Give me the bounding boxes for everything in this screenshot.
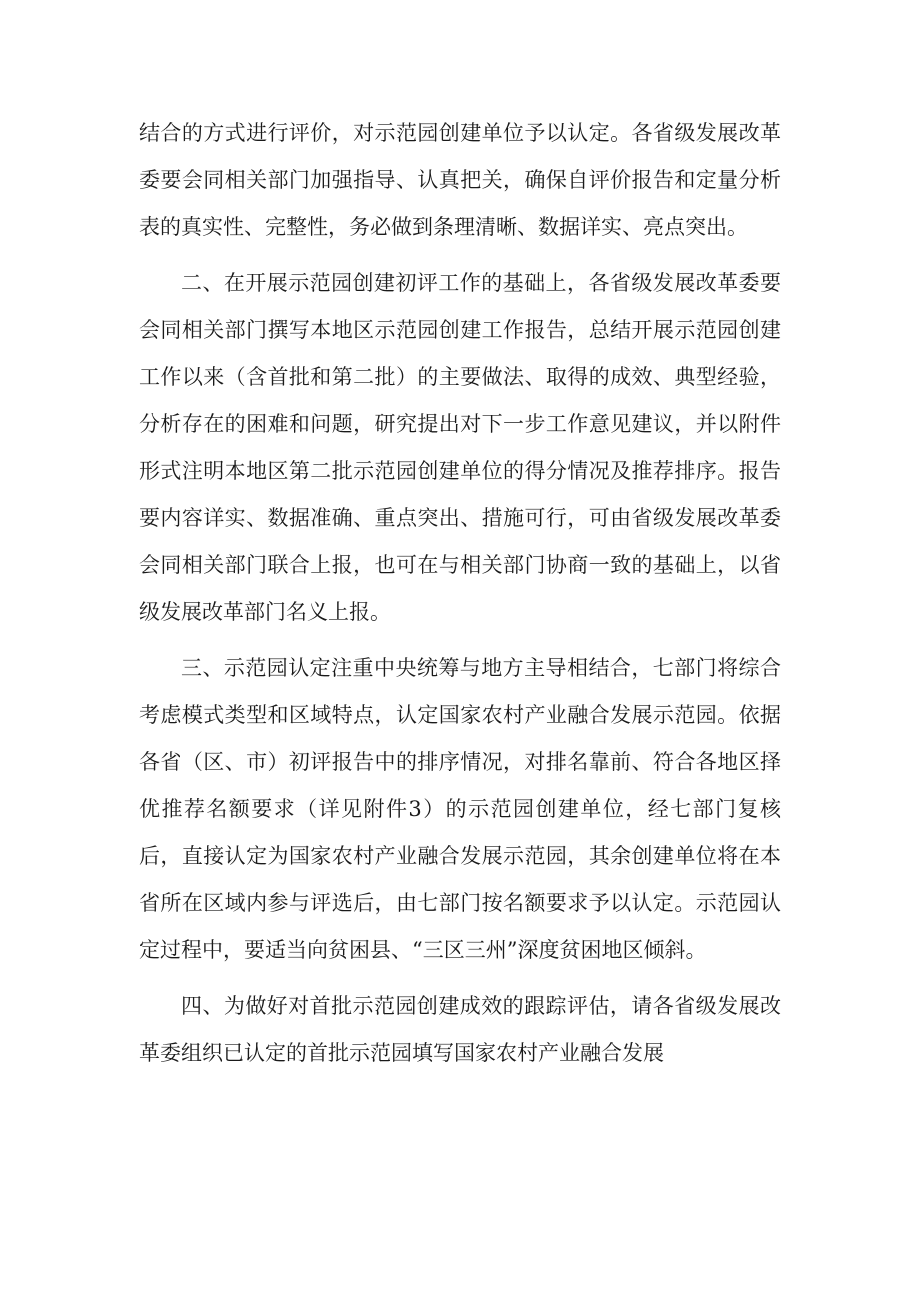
paragraph-item-2: 二、在开展示范园创建初评工作的基础上，各省级发展改革委要会同相关部门撰写本地区示范园创建工作报告，总结开展示范园创建工作以来（含首批和第二批）的主要做法、取得的成效、典型经验，分析存在的困难和问题，研究提出对下一步工作意见建议，并以附件形式注明本地区第二批示范园创建单位的得分情况及推荐排序。报告要内容详实、数据准确、重点突出、措施可行，可由省级发展改革委会同相关部门联合上报，也可在与相关部门协商一致的基础上，以省级发展改革部门名义上报。 (139, 271, 781, 624)
document-body (139, 110, 781, 1086)
paragraph-continued: 结合的方式进行评价，对示范园创建单位予以认定。各省级发展改革委要会同相关部门加强指导、认真把关，确保自评价报告和定量分析表的真实性、完整性，务必做到条理清晰、数据详实、亮点突出。 (139, 121, 781, 239)
paragraph-item-3: 三、示范园认定注重中央统筹与地方主导相结合，七部门将综合考虑模式类型和区域特点，认定国家农村产业融合发展示范园。依据各省（区、市）初评报告中的排序情况，对排名靠前、符合各地区择优推荐名额要求（详见附件3）的示范园创建单位，经七部门复核后，直接认定为国家农村产业融合发展示范园，其余创建单位将在本省所在区域内参与评选后，由七部门按名额要求予以认定。示范园认定过程中，要适当向贫困县、“三区三州”深度贫困地区倾斜。 (139, 656, 781, 962)
paragraph-item-4: 四、为做好对首批示范园创建成效的跟踪评估，请各省级发展改革委组织已认定的首批示范园填写国家农村产业融合发展 (139, 994, 781, 1065)
